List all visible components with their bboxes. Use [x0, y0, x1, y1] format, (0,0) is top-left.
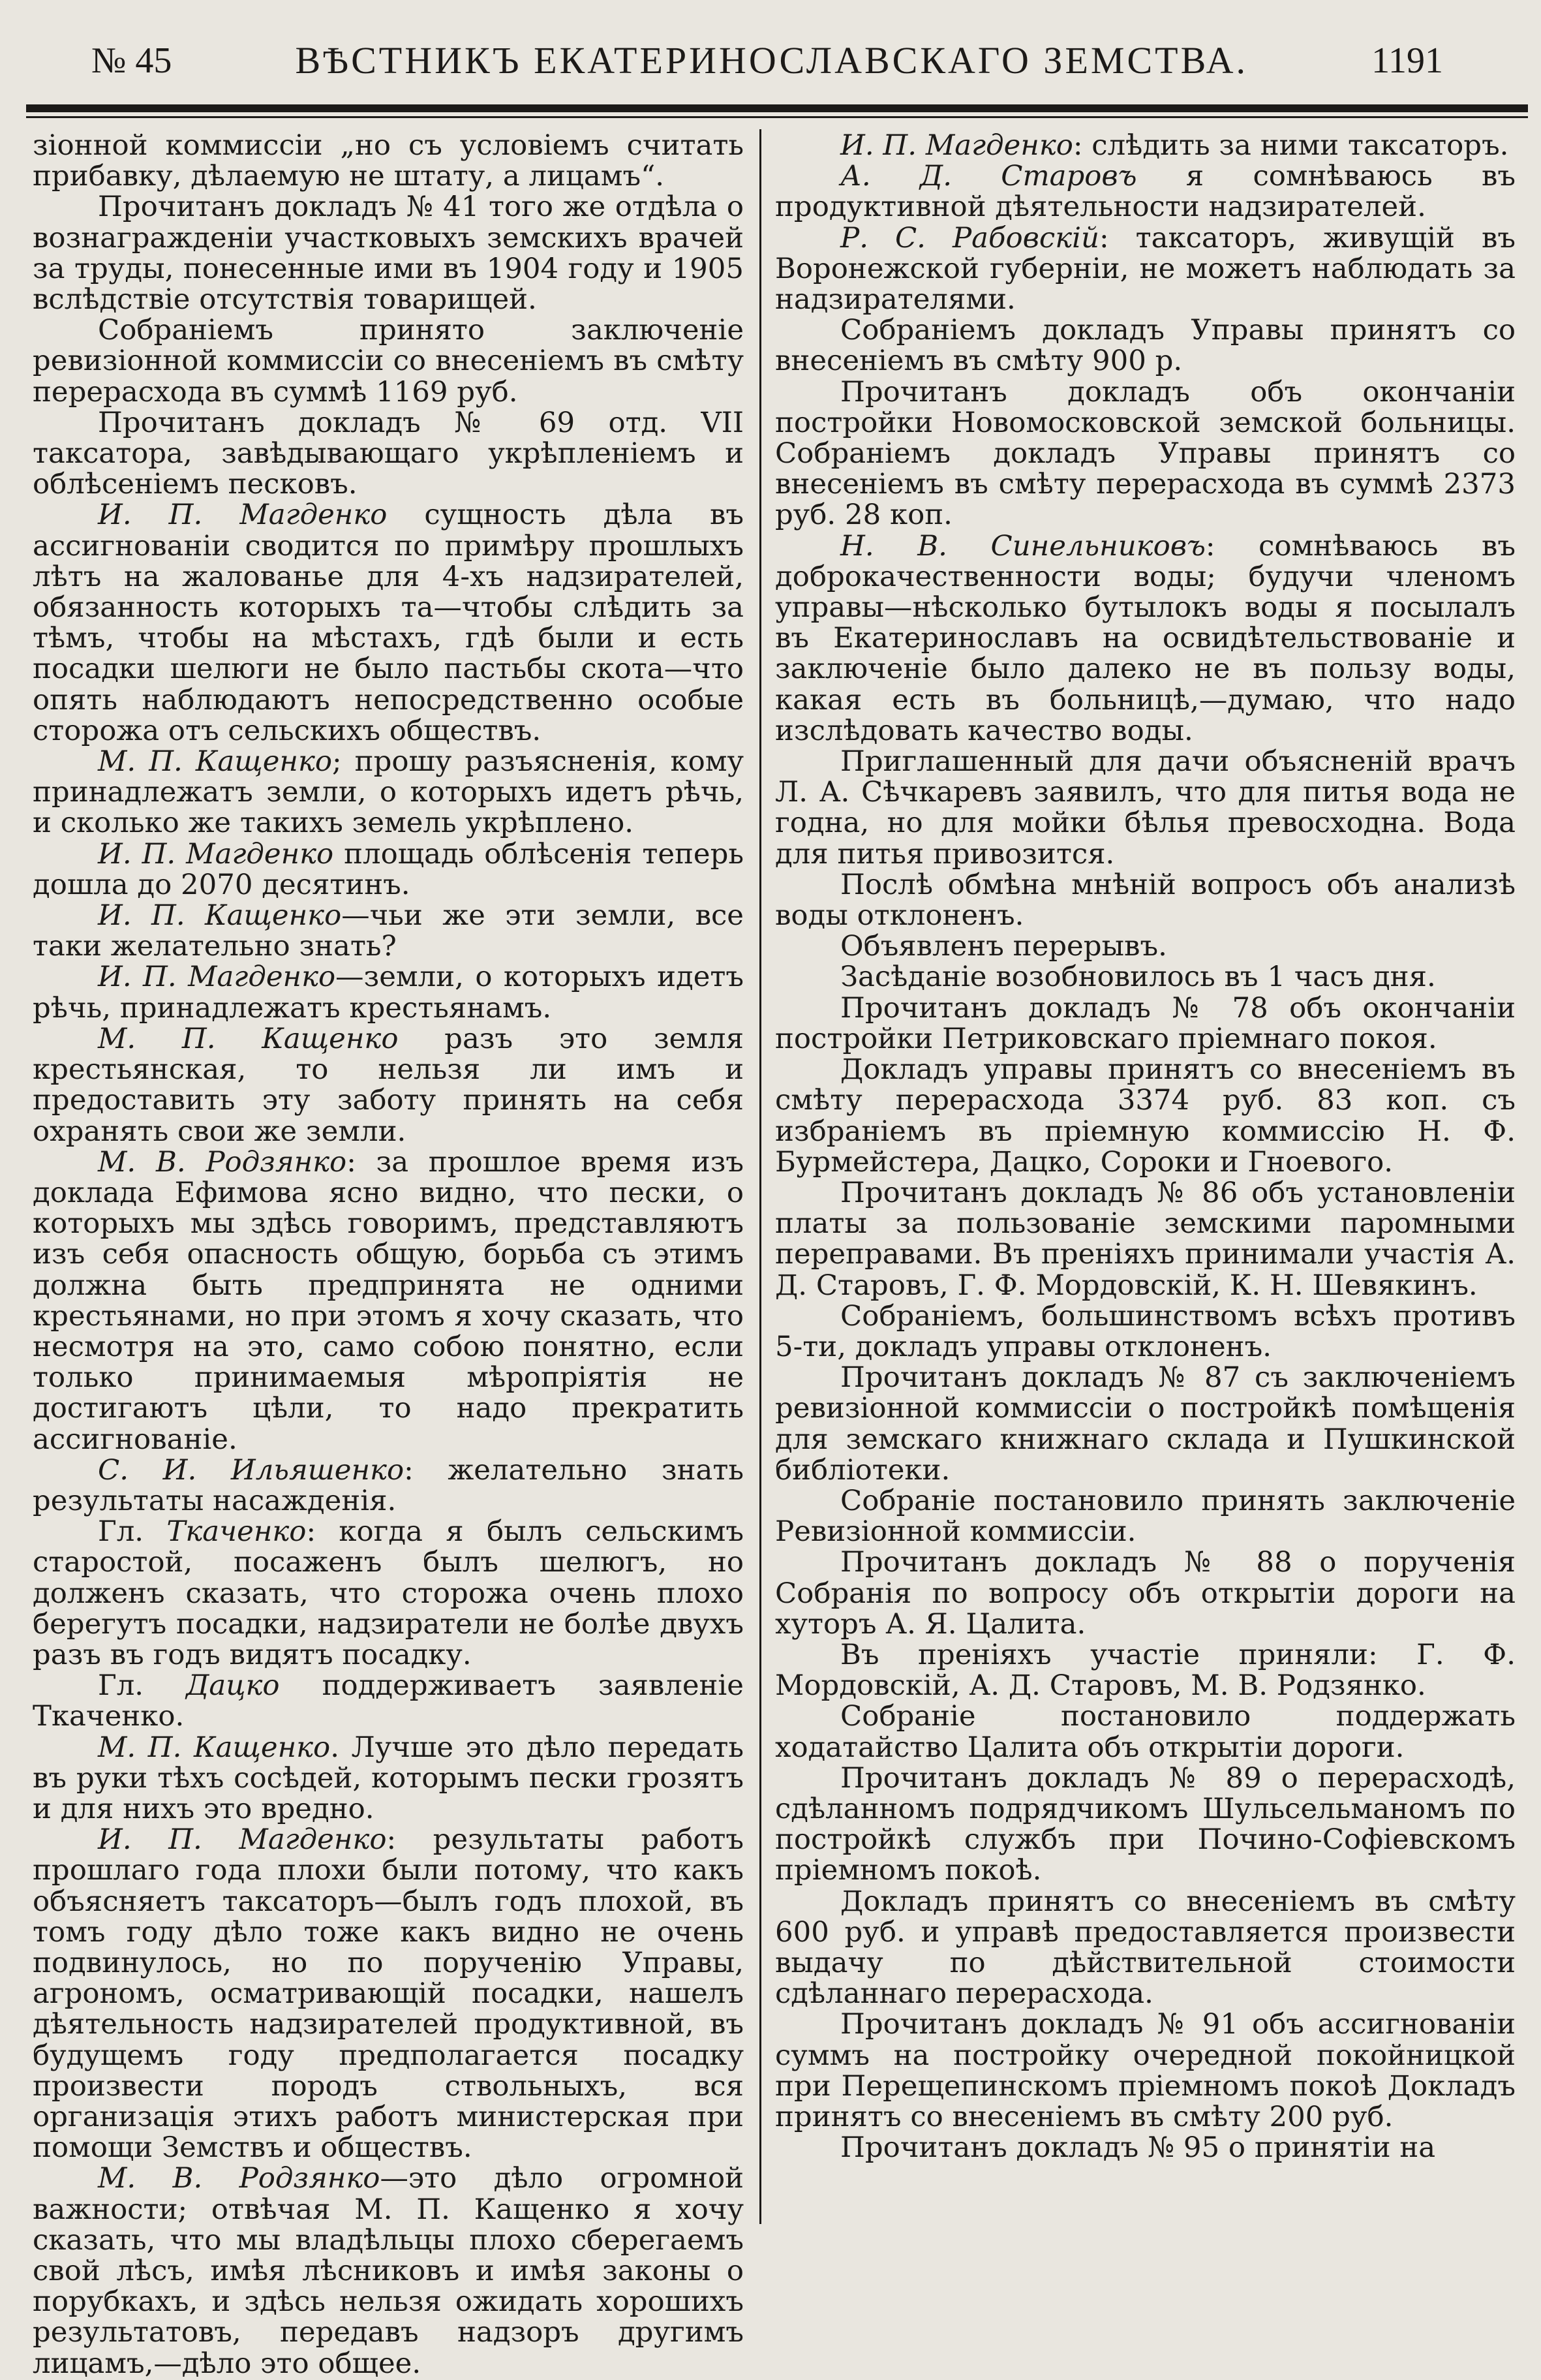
paragraph [775, 1486, 1516, 1547]
paragraph-text: : слѣдить за ними таксаторъ. [1073, 129, 1509, 162]
paragraph-text: Прочитанъ докладъ № 86 объ установленіи платы за пользованіе земскими паромными переправами. Въ преніяхъ принимали участія А. Д. Старовъ, Г. Ф. Мордовскій, К. Н. Шевякинъ. [775, 1176, 1516, 1302]
paragraph [775, 1640, 1516, 1701]
speaker-name: Ткаченко [166, 1515, 307, 1549]
speaker-name: Р. С. Рабовскій [840, 221, 1099, 255]
speaker-prefix: Гл. [98, 1669, 187, 1703]
issue-number: № 45 [91, 40, 172, 81]
paragraph [775, 1363, 1516, 1486]
paragraph-text: : таксаторъ, живущій въ Воронежской губерніи, не можетъ наблюдать за надзирателями. [775, 221, 1516, 317]
paragraph [33, 1147, 744, 1455]
paragraph-text: Прочитанъ докладъ № 69 отд. VII таксатора, завѣдывающаго укрѣпленіемъ и облѣсеніемъ песковъ. [33, 406, 744, 501]
speaker-name: И. П. Кащенко [98, 899, 342, 933]
paragraph [33, 408, 744, 501]
speaker-name: И. П. Магденко [840, 129, 1073, 162]
paragraph-text: ; прошу разъясненія, кому принадлежатъ земли, о которыхъ идетъ рѣчь, и сколько же такихъ земель укрѣплено. [33, 745, 744, 840]
paragraph-text: Объявленъ перерывъ. [840, 930, 1167, 963]
paragraph-text: Собраніе постановило поддержать ходатайство Цалита объ открытіи дороги. [775, 1700, 1516, 1764]
paragraph-text: Послѣ обмѣна мнѣній вопросъ объ анализѣ воды отклоненъ. [775, 868, 1516, 933]
paragraph [33, 1024, 744, 1147]
speaker-prefix: Гл. [98, 1515, 167, 1549]
paragraph-text: : сомнѣваюсь въ доброкачественности воды; будучи членомъ управы—нѣсколько бутылокъ воды я посылалъ въ Екатеринославъ на освидѣтельствованіе и заключеніе было далеко не въ пользу воды, какая есть въ больницѣ,—думаю, что надо изслѣдовать качество воды. [775, 529, 1516, 747]
speaker-name: М. П. Кащенко [98, 1731, 331, 1764]
paragraph-text: Прочитанъ докладъ № 87 съ заключеніемъ ревизіонной коммиссіи о постройкѣ помѣщенія для земскаго книжнаго склада и Пушкинской библіотеки. [775, 1361, 1516, 1487]
paragraph-text: площадь облѣсенія теперь дошла до 2070 десятинъ. [33, 837, 744, 901]
paragraph-text: Прочитанъ докладъ № 88 о порученія Собранія по вопросу объ открытіи дороги на хуторъ А. Я. Цалита. [775, 1546, 1516, 1641]
paragraph-text: Приглашенный для дачи объясненій врачъ Л. А. Сѣчкаревъ заявилъ, что для питья вода не годна, но для мойки бѣлья превосходна. Вода для питья привозится. [775, 745, 1516, 871]
speaker-name: Дацко [186, 1669, 280, 1703]
paragraph [775, 2133, 1516, 2163]
paragraph-text: Прочитанъ докладъ объ окончаніи постройки Новомосковской земской больницы. Собраніемъ докладъ Управы принятъ со внесеніемъ въ смѣту перерасхода въ суммѣ 2373 руб. 28 коп. [775, 375, 1516, 532]
speaker-name: С. И. Ильяшенко [98, 1453, 404, 1487]
paragraph-text: сущность дѣла въ ассигнованіи сводится по примѣру прошлыхъ лѣтъ на жалованье для 4-хъ надзирателей, обязанность которыхъ та—чтобы слѣдить за тѣмъ, чтобы на мѣстахъ, гдѣ были и есть посадки шелюги не было пастьбы скота—что опять наблюдаютъ непосредственно особые сторожа отъ сельскихъ обществъ. [33, 499, 744, 747]
speaker-name: И. П. Магденко [98, 499, 388, 532]
paragraph-text: Прочитанъ докладъ № 41 того же отдѣла о вознагражденіи участковыхъ земскихъ врачей за труды, понесенные ими въ 1904 году и 1905 вслѣдствіе отсутствія товарищей. [33, 191, 744, 317]
left-column [33, 129, 744, 2380]
speaker-name: И. П. Магденко [98, 837, 334, 871]
paragraph [775, 962, 1516, 993]
speaker-name: М. П. Кащенко [98, 1022, 399, 1055]
paragraph [33, 962, 744, 1023]
paragraph [33, 747, 744, 839]
paragraph [33, 131, 744, 192]
paragraph-text: —это дѣло огромной важности; отвѣчая М. П. Кащенко я хочу сказать, что мы владѣльцы плохо сберегаемъ свой лѣсъ, имѣя лѣсниковъ и имѣя законы о порубкахъ, и здѣсь нельзя ожидать хорошихъ результатовъ, передавъ надзоръ другимъ лицамъ,—дѣло это общее. [33, 2162, 744, 2380]
paragraph-text: я сомнѣваюсь въ продуктивной дѣятельности надзирателей. [775, 160, 1516, 224]
speaker-name: И. П. Магденко [98, 961, 336, 994]
header-rule-thick [26, 104, 1528, 112]
paragraph [33, 192, 744, 315]
paragraph [775, 223, 1516, 316]
paragraph-text: Въ преніяхъ участіе приняли: Г. Ф. Мордовскій, А. Д. Старовъ, М. В. Родзянко. [775, 1638, 1516, 1703]
paragraph [775, 2009, 1516, 2133]
paragraph-text: Собраніемъ принято заключеніе ревизіонной коммиссіи со внесеніемъ въ смѣту перерасхода въ суммѣ 1169 руб. [33, 314, 744, 409]
paragraph [775, 993, 1516, 1055]
paragraph [775, 1701, 1516, 1763]
paragraph-text: разъ это земля крестьянская, то нельзя ли имъ и предоставить эту заботу принять на себя охранять свои же земли. [33, 1022, 744, 1148]
paragraph [33, 1825, 744, 2163]
paragraph [775, 747, 1516, 870]
paragraph-text: : желательно знать результаты насажденія. [33, 1453, 744, 1517]
paragraph [33, 2163, 744, 2379]
paragraph-text: Прочитанъ докладъ № 78 объ окончаніи постройки Петриковскаго пріемнаго покоя. [775, 991, 1516, 1055]
speaker-name: И. П. Магденко [98, 1823, 387, 1857]
paragraph-text: —чьи же эти земли, все таки желательно знать? [33, 899, 744, 963]
paragraph [33, 1733, 744, 1825]
paragraph [775, 931, 1516, 962]
speaker-name: М. В. Родзянко [98, 2162, 380, 2195]
right-column [775, 131, 1516, 2219]
paragraph-text: : за прошлое время изъ доклада Ефимова ясно видно, что пески, о которыхъ мы здѣсь говоримъ, представляютъ изъ себя опасность общую, борьба съ этимъ должна быть предпринята не одними крестьянами, но при этомъ я хочу сказать, что несмотря на это, само собою понятно, если только принимаемыя мѣропріятія не достигаютъ цѣли, то надо прекратить ассигнованіе. [33, 1145, 744, 1456]
page-number: 1191 [1371, 40, 1443, 81]
paragraph [775, 1547, 1516, 1640]
paragraph-text: Собраніемъ, большинствомъ всѣхъ противъ 5-ти, докладъ управы отклоненъ. [775, 1299, 1516, 1363]
paragraph-text: : результаты работъ прошлаго года плохи были потому, что какъ объясняетъ таксаторъ—былъ годъ плохой, въ томъ году дѣло тоже какъ видно не очень подвинулось, но по порученію Управы, агрономъ, осматривающій посадки, нашелъ дѣятельность надзирателей продуктивной, въ будущемъ году предполагается посадку произвести породъ ствольныхъ, вся организація этихъ работъ министерская при помощи Земствъ и обществъ. [33, 1823, 744, 2165]
paragraph-text: Собраніе постановило принять заключеніе Ревизіонной коммиссіи. [775, 1484, 1516, 1549]
paragraph-text: Докладъ управы принятъ со внесеніемъ въ смѣту перерасхода 3374 руб. 83 коп. съ избраніемъ въ пріемную коммиссію Н. Ф. Бурмейстера, Дацко, Сороки и Гноевого. [775, 1053, 1516, 1179]
speaker-name: Н. В. Синельниковъ [840, 529, 1206, 563]
paragraph [775, 870, 1516, 931]
page-header [91, 36, 1443, 85]
paragraph [33, 1671, 744, 1732]
paragraph [775, 1055, 1516, 1178]
paragraph-text: Прочитанъ докладъ № 89 о перерасходѣ, сдѣланномъ подрядчикомъ Шульсельманомъ по постройкѣ службъ при Почино-Софіевскомъ пріемномъ покоѣ. [775, 1761, 1516, 1887]
paragraph-text: зіонной коммиссіи „но съ условіемъ считать прибавку, дѣлаемую не штату, а лицамъ“. [33, 129, 744, 193]
paragraph [775, 315, 1516, 377]
paragraph [33, 901, 744, 962]
paragraph-text: —земли, о которыхъ идетъ рѣчь, принадлежатъ крестьянамъ. [33, 961, 744, 1025]
paragraph-text: Собраніемъ докладъ Управы принятъ со внесеніемъ въ смѣту 900 р. [775, 314, 1516, 378]
paragraph [33, 1517, 744, 1671]
paragraph-text: Засѣданіе возобновилось въ 1 часъ дня. [840, 961, 1436, 994]
paragraph-text: Докладъ принятъ со внесеніемъ въ смѣту 600 руб. и управѣ предоставляется произвести выдачу по дѣйствительной стоимости сдѣланнаго перерасхода. [775, 1885, 1516, 2011]
paragraph [775, 1887, 1516, 2010]
paragraph [33, 1455, 744, 1517]
paragraph-text: Прочитанъ докладъ № 95 о принятіи на [840, 2131, 1436, 2165]
publication-title: ВѢСТНИКЪ ЕКАТЕРИНОСЛАВСКАГО ЗЕМСТВА. [295, 39, 1248, 82]
paragraph [33, 315, 744, 408]
header-rule-thin [26, 116, 1528, 118]
paragraph [775, 1763, 1516, 1887]
paragraph-text: поддерживаетъ заявленіе Ткаченко. [33, 1669, 744, 1733]
paragraph [775, 161, 1516, 223]
paragraph-text: . Лучше это дѣло передать въ руки тѣхъ сосѣдей, которымъ пески грозятъ и для нихъ это вредно. [33, 1731, 744, 1825]
paragraph [775, 131, 1516, 161]
speaker-name: М. П. Кащенко [98, 745, 333, 779]
paragraph [33, 839, 744, 901]
paragraph [33, 500, 744, 747]
paragraph [775, 1178, 1516, 1301]
speaker-name: М. В. Родзянко [98, 1145, 347, 1179]
paragraph-text: Прочитанъ докладъ № 91 объ ассигнованіи суммъ на постройку очередной покойницкой при Перещепинскомъ пріемномъ покоѣ Докладъ принятъ со внесеніемъ въ смѣту 200 руб. [775, 2008, 1516, 2133]
paragraph [775, 377, 1516, 531]
paragraph [775, 531, 1516, 747]
speaker-name: А. Д. Старовъ [840, 160, 1137, 193]
paragraph-text: : когда я былъ сельскимъ старостой, посаженъ былъ шелюгъ, но долженъ сказать, что сторожа очень плохо берегутъ посадки, надзиратели не болѣе двухъ разъ въ годъ видятъ посадку. [33, 1515, 744, 1671]
column-divider [759, 129, 761, 2224]
paragraph [775, 1301, 1516, 1363]
